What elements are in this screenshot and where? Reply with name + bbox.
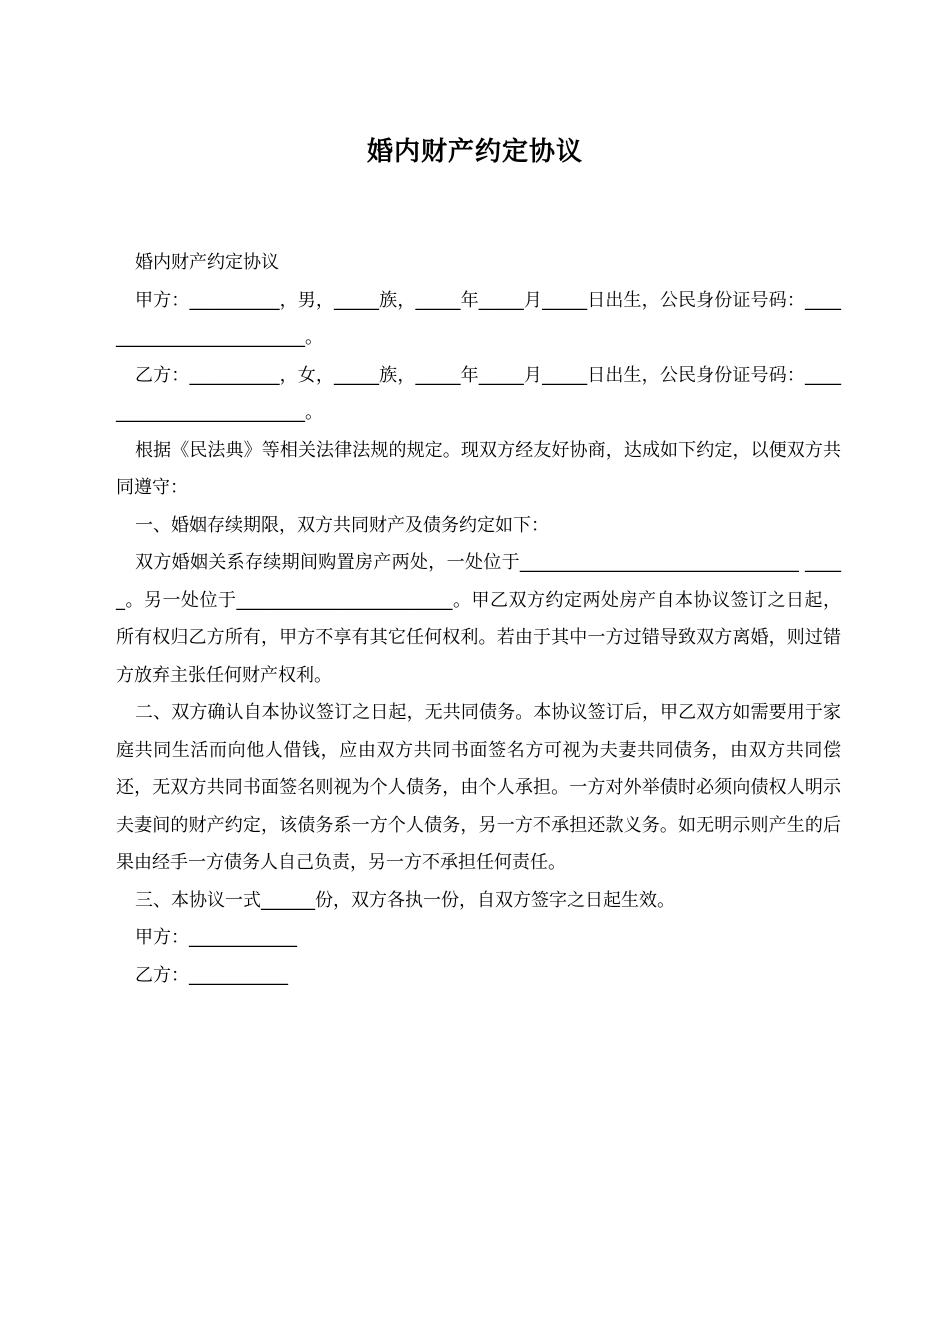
- paragraph-party-a: 甲方：__________，男，_____族，_____年_____月_____日出生，公民身份证号码：_________________________。: [116, 289, 841, 348]
- document-title: 婚内财产约定协议: [366, 137, 583, 167]
- paragraph-heading: 婚内财产约定协议: [135, 252, 279, 273]
- paragraph-party-b: 乙方：__________，女，_____族，_____年_____月_____日出生，公民身份证号码：_________________________。: [116, 364, 841, 423]
- paragraph-preamble: 根据《民法典》等相关法律法规的规定。现双方经友好协商，达成如下约定，以便双方共同遵守：: [116, 439, 841, 498]
- document-body: [116, 244, 841, 994]
- signature-party-b: 乙方：___________: [135, 964, 288, 986]
- paragraph-clause-1-title: 一、婚姻存续期限，双方共同财产及债务约定如下：: [135, 514, 549, 536]
- paragraph-clause-3: 三、本协议一式______份，双方各执一份，自双方签字之日起生效。: [135, 889, 675, 911]
- paragraph-clause-1-body: 双方婚姻关系存续期间购置房产两处，一处位于_______________________________ _____。另一处位于________________________。甲乙双方约定两处房产自本协议签订之日起，所有权归乙方所有，甲方不享有其它任何权利。若由于其中一方过错导致双方离婚，则过错方放弃主张任何财产权利。: [116, 552, 841, 686]
- paragraph-clause-2: 二、双方确认自本协议签订之日起，无共同债务。本协议签订后，甲乙双方如需要用于家庭共同生活而向他人借钱，应由双方共同书面签名方可视为夫妻共同债务，由双方共同偿还，无双方共同书面签名则视为个人债务，由个人承担。一方对外举债时必须向债权人明示夫妻间的财产约定，该债务系一方个人债务，另一方不承担还款义务。如无明示则产生的后果由经手一方债务人自己负责，另一方不承担任何责任。: [116, 702, 841, 873]
- signature-party-a: 甲方：____________: [135, 927, 297, 948]
